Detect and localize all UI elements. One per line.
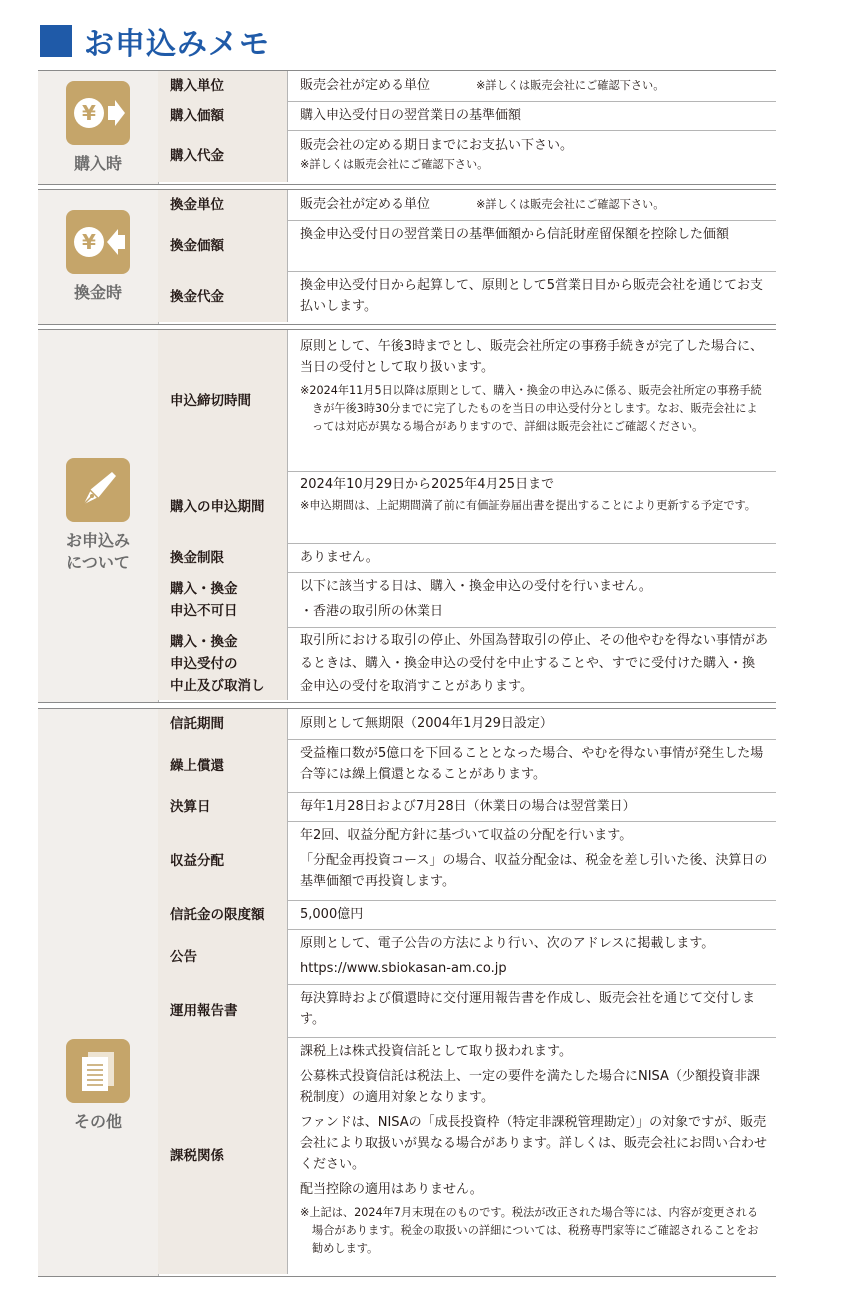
announcement-url: https://www.sbiokasan-am.co.jp <box>300 961 507 976</box>
svg-text:¥: ¥ <box>82 100 96 125</box>
table-row <box>158 190 776 221</box>
table-row <box>158 101 776 131</box>
table-row <box>158 220 776 272</box>
row-value: 以下に該当する日は、購入・換金申込の受付を行いません。 ・香港の取引所の休業日 <box>300 579 652 619</box>
document-icon <box>66 1039 130 1103</box>
table-row <box>158 821 776 901</box>
row-value: 2024年10月29日から2025年4月25日まで ※申込期間は、上記期間満了前に有価証券届出書を提出することにより更新する予定です。 <box>300 477 756 512</box>
sidebar-redemption <box>38 190 159 324</box>
row-value: 販売会社が定める単位 ※詳しくは販売会社にご確認下さい。 <box>300 78 665 93</box>
row-heading: 購入の申込期間 <box>158 471 288 543</box>
row-heading: 収益分配 <box>158 821 288 900</box>
row-value: 課税上は株式投資信託として取り扱われます。 公募株式投資信託は税法上、一定の要件を満たした場合にNISA（少額投資非課税制度）の適用対象となります。 ファンドは、NISAの「成長投資枠（特定非課税管理勘定）」の対象ですが、販売会社により取扱いが異なる場合があります。詳しくは、販売会社にお問い合わせください。 配当控除の適用はありません。 ※上記は、2024年7月末現在のものです。税法が改正された場合等には、内容が変更される場合があります。税金の取扱いの詳細については、税務専門家等にご確認されることをお勧めします。 <box>300 1044 767 1255</box>
svg-text:¥: ¥ <box>82 230 96 254</box>
table-row <box>158 471 776 544</box>
row-heading: 決算日 <box>158 792 288 821</box>
table-row <box>158 572 776 628</box>
row-heading: 購入単位 <box>158 71 288 101</box>
sidebar-label: 換金時 <box>73 283 122 302</box>
table-row <box>158 71 776 102</box>
table-row <box>158 271 776 322</box>
row-value: 換金申込受付日の翌営業日の基準価額から信託財産留保額を控除した価額 <box>300 227 730 242</box>
section-other <box>38 708 776 1277</box>
row-heading: 購入・換金 申込不可日 <box>158 572 288 627</box>
row-value: 原則として、電子公告の方法により行い、次のアドレスに掲載します。 https://www.sbiokasan-am.co.jp <box>288 929 776 984</box>
title-text: お申込みメモ <box>84 27 270 62</box>
table-row <box>158 792 776 822</box>
yen-arrow-right-icon <box>66 81 130 145</box>
row-heading: 換金単位 <box>158 190 288 220</box>
table-row <box>158 1037 776 1274</box>
row-heading: 換金代金 <box>158 271 288 322</box>
row-heading: 課税関係 <box>158 1037 288 1274</box>
row-value: 年2回、収益分配方針に基づいて収益の分配を行います。 「分配金再投資コース」の場合、収益分配金は、税金を差し引いた後、決算日の基準価額で再投資します。 <box>300 828 768 889</box>
row-heading: 購入・換金 申込受付の 中止及び取消し <box>158 627 288 700</box>
sidebar-purchase <box>38 71 159 184</box>
table-row <box>158 709 776 740</box>
sidebar-other <box>38 709 159 1276</box>
row-value: 購入申込受付日の翌営業日の基準価額 <box>300 108 522 123</box>
row-heading: 購入価額 <box>158 101 288 130</box>
table-row <box>158 984 776 1038</box>
row-value: 毎決算時および償還時に交付運用報告書を作成し、販売会社を通じて交付します。 <box>300 991 756 1027</box>
sidebar-label: その他 <box>73 1112 122 1131</box>
pen-nib-icon <box>66 458 130 522</box>
page-title <box>40 22 270 60</box>
section-application <box>38 329 776 703</box>
row-value: 原則として無期限（2004年1月29日設定） <box>300 716 553 731</box>
table-row <box>158 929 776 985</box>
table-row <box>158 627 776 700</box>
sidebar-application <box>38 330 159 702</box>
section-redemption <box>38 189 776 325</box>
row-value: 毎年1月28日および7月28日（休業日の場合は翌営業日） <box>300 799 636 814</box>
section-purchase <box>38 70 776 185</box>
row-heading: 換金制限 <box>158 543 288 572</box>
sidebar-label: 購入時 <box>73 153 122 173</box>
row-value: 販売会社の定める期日までにお支払い下さい。 ※詳しくは販売会社にご確認下さい。 <box>300 138 574 171</box>
title-square-icon <box>40 25 72 57</box>
row-heading: 購入代金 <box>158 130 288 182</box>
row-heading: 信託期間 <box>158 709 288 739</box>
yen-arrow-left-icon <box>66 210 130 274</box>
row-value: ありません。 <box>300 550 379 565</box>
row-heading: 繰上償還 <box>158 739 288 792</box>
row-value: 原則として、午後3時までとし、販売会社所定の事務手続きが完了した場合に、当日の受付として取り扱います。 ※2024年11月5日以降は原則として、購入・換金の申込みに係る、販売会社所定の事務手続きが午後3時30分までに完了したものを当日の申込受付分とします。なお、販売会社によっては対応が異なる場合がありますので、詳細は販売会社にご確認ください。 <box>300 339 764 433</box>
row-value: 販売会社が定める単位 ※詳しくは販売会社にご確認下さい。 <box>300 197 665 212</box>
table-row <box>158 543 776 573</box>
table-row <box>158 330 776 472</box>
row-heading: 換金価額 <box>158 220 288 271</box>
row-heading: 公告 <box>158 929 288 984</box>
row-heading: 運用報告書 <box>158 984 288 1037</box>
row-value: 受益権口数が5億口を下回ることとなった場合、やむを得ない事情が発生した場合等には繰上償還となることがあります。 <box>300 746 764 782</box>
row-value: 換金申込受付日から起算して、原則として5営業日目から販売会社を通じてお支払いします。 <box>300 278 764 314</box>
row-heading: 申込締切時間 <box>158 330 288 471</box>
row-heading: 信託金の限度額 <box>158 900 288 929</box>
sidebar-label: お申込み について <box>65 531 130 572</box>
table-row <box>158 900 776 930</box>
row-value: 5,000億円 <box>300 907 364 922</box>
row-value: 取引所における取引の停止、外国為替取引の停止、その他やむを得ない事情があるときは、購入・換金申込の受付を中止することや、すでに受付けた購入・換金申込の受付を取消すことがあります。 <box>300 633 769 694</box>
table-row <box>158 739 776 793</box>
table-row <box>158 130 776 182</box>
